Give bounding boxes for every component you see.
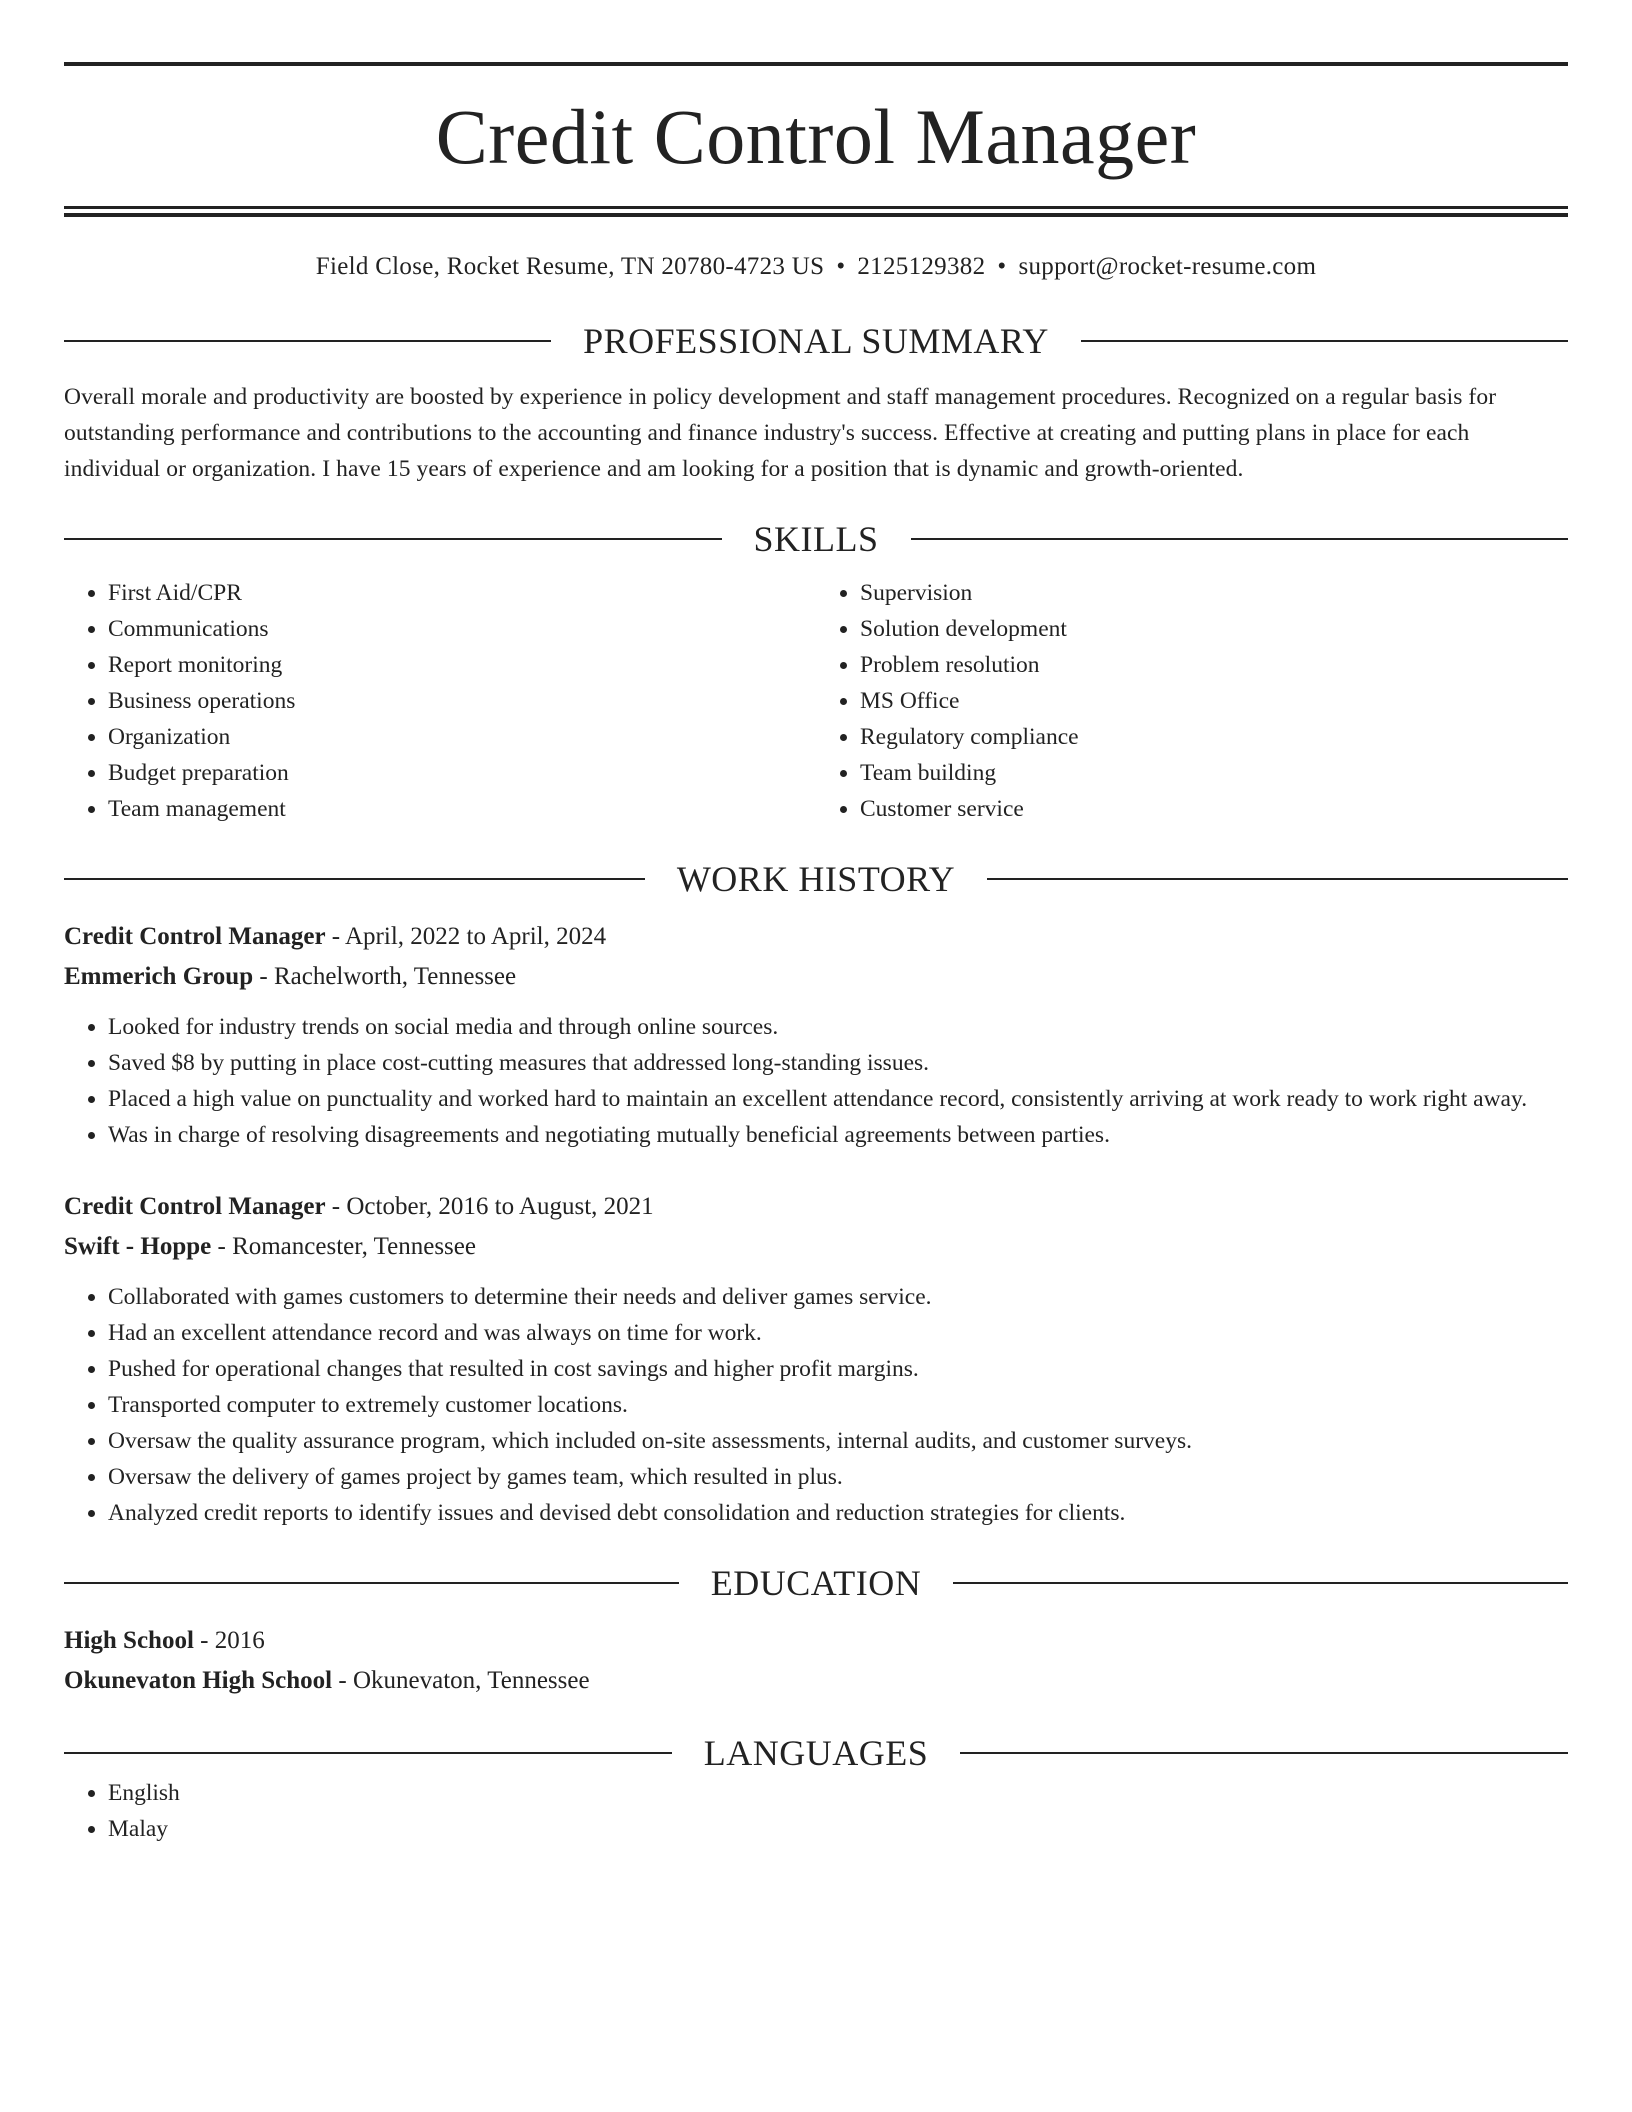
education-school-line: Okunevaton High School - Okunevaton, Tennessee [64, 1667, 590, 1694]
language-item: • English [108, 1775, 1568, 1811]
skill-item: • First Aid/CPR [108, 575, 816, 611]
contact-phone: 2125129382 [857, 253, 986, 280]
education-heading [64, 1561, 1568, 1605]
education-year: 2016 [214, 1627, 265, 1654]
skill-item: • Business operations [108, 683, 816, 719]
education-heading-label: EDUCATION [710, 1563, 922, 1603]
languages-heading-label: LANGUAGES [703, 1733, 929, 1773]
languages-heading [64, 1731, 1568, 1775]
work-heading [64, 857, 1568, 901]
job-entry [64, 917, 1568, 1153]
education-location: Okunevaton, Tennessee [352, 1667, 590, 1694]
job-bullet: • Collaborated with games customers to determine their needs and deliver games service. [108, 1279, 1568, 1315]
skill-item: • MS Office [860, 683, 1568, 719]
summary-text: Overall morale and productivity are boosted by experience in policy development and staff management procedures. Recognized on a regular basis for outstanding performance and contributions to the accounting and finance industry's success. Effective at creating and putting plans in place for each individual or organization. I have 15 years of experience and am looking for a position that is dynamic and growth-oriented. [64, 384, 1497, 482]
languages-list [64, 1775, 1568, 1847]
job-bullet: • Placed a high value on punctuality and worked hard to maintain an excellent attendance record, consistently arriving at work ready to work right away. [108, 1081, 1568, 1117]
divider-line [64, 538, 722, 540]
job-entry [64, 1187, 1568, 1531]
job-bullets [64, 1009, 1568, 1153]
job-bullets [64, 1279, 1568, 1531]
job-company-line: Emmerich Group - Rachelworth, Tennessee [64, 963, 517, 990]
language-item: • Malay [108, 1811, 1568, 1847]
skill-item: • Regulatory compliance [860, 719, 1568, 755]
skill-item: • Team building [860, 755, 1568, 791]
job-bullet: • Saved $8 by putting in place cost-cutting measures that addressed long-standing issues. [108, 1045, 1568, 1081]
skills-list-right [816, 575, 1568, 827]
contact-separator: • [997, 253, 1007, 280]
skill-item: • Budget preparation [108, 755, 816, 791]
divider-line [953, 1582, 1568, 1584]
divider-line [64, 1752, 672, 1754]
job-title-line: Credit Control Manager - April, 2022 to April, 2024 [64, 923, 607, 950]
resume-title: Credit Control Manager [435, 93, 1197, 180]
contact-separator: • [836, 253, 846, 280]
skill-item: • Communications [108, 611, 816, 647]
skill-item: • Report monitoring [108, 647, 816, 683]
skill-item: • Organization [108, 719, 816, 755]
job-bullet: • Oversaw the delivery of games project by games team, which resulted in plus. [108, 1459, 1568, 1495]
job-title: Credit Control Manager [64, 923, 326, 950]
job-title-line: Credit Control Manager - October, 2016 to August, 2021 [64, 1193, 654, 1220]
job-bullet: • Transported computer to extremely customer locations. [108, 1387, 1568, 1423]
job-company-line: Swift - Hoppe - Romancester, Tennessee [64, 1233, 476, 1260]
title-double-rule [64, 206, 1568, 217]
contact-line [64, 253, 1568, 289]
work-heading-label: WORK HISTORY [676, 859, 956, 899]
skills-heading [64, 517, 1568, 561]
skills-list-left [64, 575, 816, 827]
divider-line [911, 538, 1569, 540]
skill-item: • Solution development [860, 611, 1568, 647]
job-bullet: • Pushed for operational changes that resulted in cost savings and higher profit margins. [108, 1351, 1568, 1387]
summary-heading-label: PROFESSIONAL SUMMARY [583, 321, 1049, 361]
skill-item: • Team management [108, 791, 816, 827]
job-location: Romancester, Tennessee [232, 1233, 476, 1260]
job-title: Credit Control Manager [64, 1193, 326, 1220]
skills-heading-label: SKILLS [753, 519, 879, 559]
divider-line [64, 878, 645, 880]
contact-email[interactable]: support@rocket-resume.com [1018, 253, 1317, 280]
job-location: Rachelworth, Tennessee [273, 963, 517, 990]
education-school: Okunevaton High School [64, 1667, 333, 1694]
education-degree: High School [64, 1627, 194, 1654]
education-entry [64, 1621, 1568, 1701]
job-bullet: • Analyzed credit reports to identify issues and devised debt consolidation and reduction strategies for clients. [108, 1495, 1568, 1531]
job-bullet: • Oversaw the quality assurance program, which included on-site assessments, internal audits, and customer surveys. [108, 1423, 1568, 1459]
divider-line [64, 340, 551, 342]
education-degree-line: High School - 2016 [64, 1627, 265, 1654]
divider-line [987, 878, 1568, 880]
divider-line [1081, 340, 1568, 342]
skill-item: • Supervision [860, 575, 1568, 611]
skill-item: • Customer service [860, 791, 1568, 827]
contact-address: Field Close, Rocket Resume, TN 20780-4723 US [315, 253, 825, 280]
skill-item: • Problem resolution [860, 647, 1568, 683]
job-dates: October, 2016 to August, 2021 [346, 1193, 654, 1220]
job-company: Swift - Hoppe [64, 1233, 212, 1260]
divider-line [960, 1752, 1568, 1754]
skills-columns [64, 575, 1568, 827]
job-bullet: • Looked for industry trends on social media and through online sources. [108, 1009, 1568, 1045]
summary-heading [64, 319, 1568, 363]
job-company: Emmerich Group [64, 963, 254, 990]
job-bullet: • Was in charge of resolving disagreements and negotiating mutually beneficial agreements between parties. [108, 1117, 1568, 1153]
job-dates: April, 2022 to April, 2024 [345, 923, 607, 950]
divider-line [64, 1582, 679, 1584]
job-bullet: • Had an excellent attendance record and was always on time for work. [108, 1315, 1568, 1351]
